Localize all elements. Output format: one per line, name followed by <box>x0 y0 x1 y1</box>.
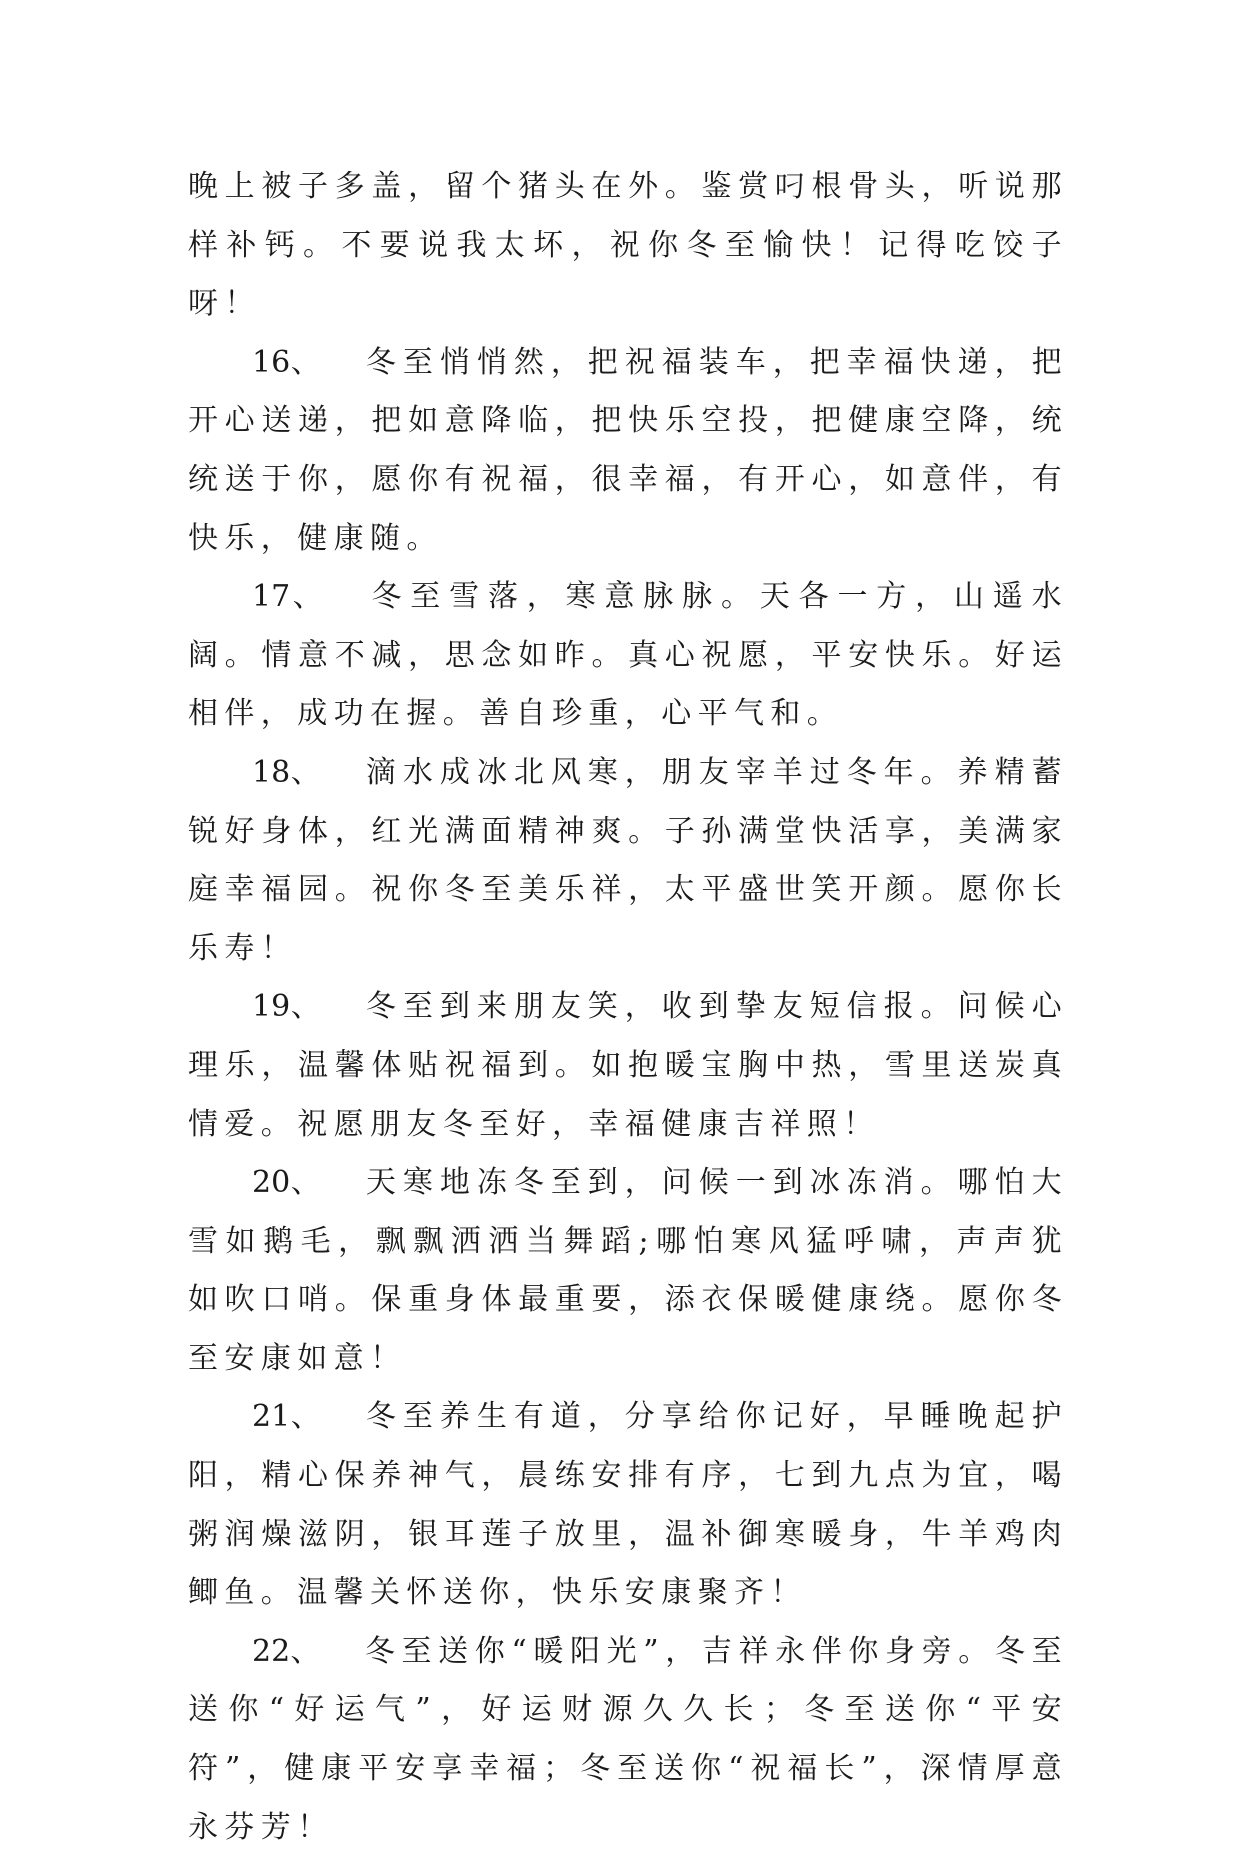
paragraph-text: 冬至到来朋友笑，收到挚友短信报。问候心理乐，温馨体贴祝福到。如抱暖宝胸中热，雪里送炭真情爱。祝愿朋友冬至好，幸福健康吉祥照！ <box>188 989 1068 1142</box>
paragraph-text: 冬至悄悄然，把祝福装车，把幸福快递，把开心送递，把如意降临，把快乐空投，把健康空降，统统送于你，愿你有祝福，很幸福，有开心，如意伴，有快乐，健康随。 <box>188 344 1068 556</box>
paragraph-text: 滴水成冰北风寒，朋友宰羊过冬年。养精蓄锐好身体，红光满面精神爽。子孙满堂快活享，美满家庭幸福园。祝你冬至美乐祥，太平盛世笑开颜。愿你长乐寿！ <box>188 754 1068 966</box>
paragraph-text: 晚上被子多盖，留个猪头在外。鉴赏叼根骨头，听说那样补钙。不要说我太坏，祝你冬至愉快！记得吃饺子呀！ <box>188 169 1068 322</box>
paragraph-19 <box>188 978 1068 1154</box>
paragraph-number: 19、 <box>252 989 322 1025</box>
paragraph-text: 冬至送你“暖阳光”，吉祥永伴你身旁。冬至送你“好运气”，好运财源久久长；冬至送你“平安符”，健康平安享幸福；冬至送你“祝福长”，深情厚意永芬芳！ <box>188 1633 1068 1845</box>
paragraph-number: 18、 <box>252 754 322 790</box>
paragraph-18 <box>188 744 1068 978</box>
paragraph-text: 冬至雪落，寒意脉脉。天各一方，山遥水阔。情意不减，思念如昨。真心祝愿，平安快乐。好运相伴，成功在握。善自珍重，心平气和。 <box>188 579 1068 732</box>
paragraph-20 <box>188 1154 1068 1388</box>
paragraph-number: 21、 <box>252 1399 322 1435</box>
paragraph-number: 16、 <box>252 344 322 380</box>
paragraph-continued <box>188 158 1068 334</box>
paragraph-16 <box>188 334 1068 568</box>
paragraph-number: 17、 <box>252 579 326 615</box>
paragraph-21 <box>188 1388 1068 1622</box>
paragraph-number: 22、 <box>252 1633 321 1669</box>
document-body <box>188 158 1068 1857</box>
paragraph-number: 20、 <box>252 1165 322 1201</box>
paragraph-text: 冬至养生有道，分享给你记好，早睡晚起护阳，精心保养神气，晨练安排有序，七到九点为宜，喝粥润燥滋阴，银耳莲子放里，温补御寒暖身，牛羊鸡肉鲫鱼。温馨关怀送你，快乐安康聚齐！ <box>188 1399 1068 1611</box>
paragraph-22 <box>188 1623 1068 1857</box>
paragraph-17 <box>188 568 1068 744</box>
paragraph-text: 天寒地冻冬至到，问候一到冰冻消。哪怕大雪如鹅毛，飘飘洒洒当舞蹈;哪怕寒风猛呼啸，声声犹如吹口哨。保重身体最重要，添衣保暖健康绕。愿你冬至安康如意！ <box>188 1165 1068 1376</box>
